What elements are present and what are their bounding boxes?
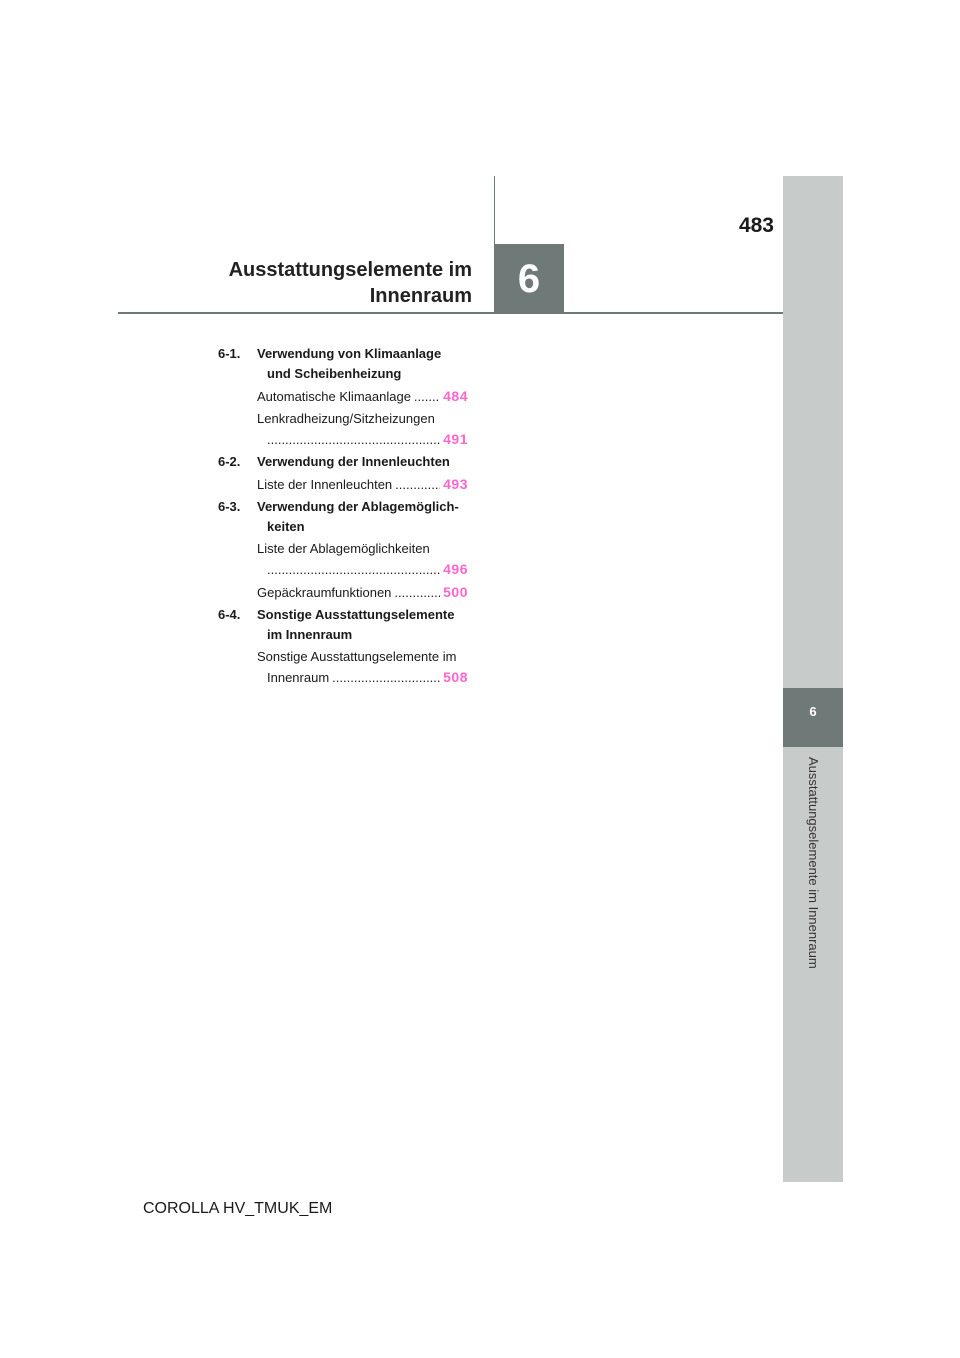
section-number: 6-1. [218,346,241,361]
entry-title: Automatische Klimaanlage [257,389,411,404]
section-number: 6-3. [218,499,241,514]
toc-entry[interactable] [218,582,468,603]
section-title-line1: Verwendung der Ablagemöglich- [257,499,459,514]
toc-entry[interactable] [218,539,468,580]
page-link[interactable]: 484 [443,388,468,404]
chapter-number: 6 [517,257,541,301]
section-number: 6-4. [218,607,241,622]
table-of-contents [218,344,468,690]
leader-dots [332,668,440,688]
page-link[interactable]: 500 [443,584,468,600]
leader-dots [414,387,440,407]
section-title-line2: im Innenraum [267,627,353,642]
footer-model-code: COROLLA HV_TMUK_EM [143,1200,333,1217]
section-title-line1: Sonstige Ausstattungselemente [257,607,455,622]
section-title-line1: Verwendung von Klimaanlage [257,346,442,361]
toc-section-6-3[interactable] [218,497,468,537]
entry-title: Liste der Ablagemöglichkeiten [257,541,430,556]
section-title-line2: keiten [267,519,305,534]
entry-title-line2: Innenraum [267,670,330,685]
section-number: 6-2. [218,454,241,469]
toc-entry[interactable] [218,647,468,688]
header-rule [118,312,783,314]
leader-dots [267,560,440,580]
toc-section-6-4[interactable] [218,605,468,645]
page-link[interactable]: 508 [443,669,468,685]
side-chapter-number: 6 [809,704,817,719]
chapter-title [180,257,472,309]
toc-entry[interactable] [218,409,468,450]
page-number: 483 [738,214,774,237]
leader-dots [395,475,440,495]
section-title-line1: Verwendung der Innenleuchten [257,454,450,469]
chapter-title-line2: Innenraum [369,285,472,307]
toc-section-6-2[interactable] [218,452,468,472]
toc-section-6-1[interactable] [218,344,468,384]
toc-entry[interactable] [218,386,468,407]
entry-title-line1: Sonstige Ausstattungselemente im [257,649,457,664]
page-link[interactable]: 491 [443,431,468,447]
leader-dots [267,430,440,450]
page-link[interactable]: 496 [443,561,468,577]
entry-title: Liste der Innenleuchten [257,477,393,492]
leader-dots [394,583,440,603]
toc-entry[interactable] [218,474,468,495]
side-strip [783,176,843,1182]
section-title-line2: und Scheibenheizung [267,366,402,381]
page-link[interactable]: 493 [443,476,468,492]
entry-title: Lenkradheizung/Sitzheizungen [257,411,435,426]
entry-title: Gepäckraumfunktionen [257,585,392,600]
chapter-title-line1: Ausstattungselemente im [228,259,472,281]
header-vertical-rule [494,176,495,244]
